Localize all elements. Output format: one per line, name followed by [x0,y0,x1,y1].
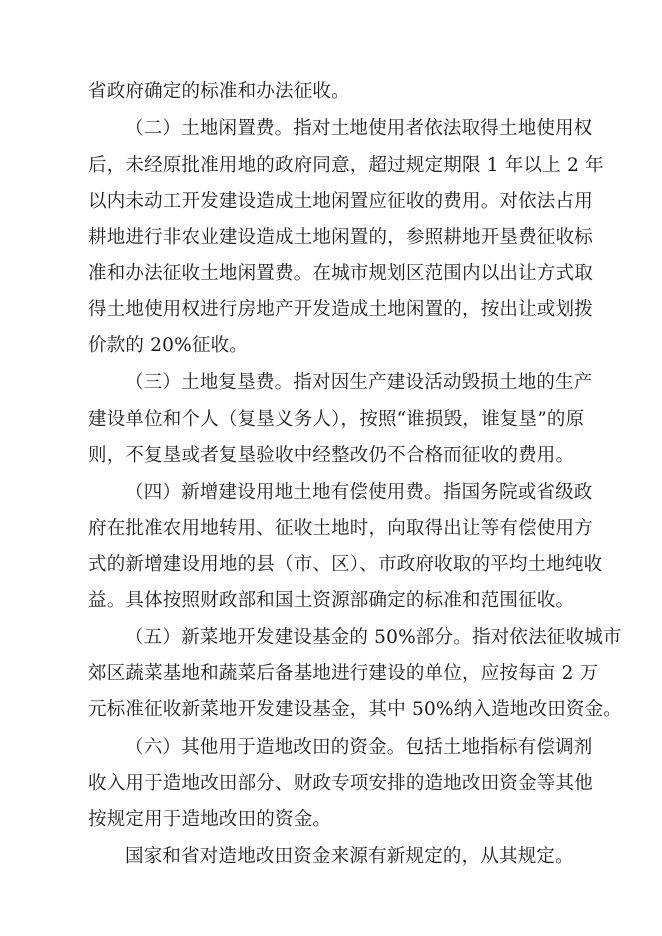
closing-statement-line: 国家和省对造地改田资金来源有新规定的，从其规定。 [125,846,574,867]
text-line: 省政府确定的标准和办法征收。 [88,81,350,102]
section-heading-line: （六）其他用于造地改田的资金。包括土地指标有偿调剂 [125,737,593,758]
text-line: 郊区蔬菜基地和蔬菜后备基地进行建设的单位，应按每亩 2 万 [88,663,599,684]
text-line: 按规定用于造地改田的资金。 [88,809,332,830]
section-heading-line: （五）新菜地开发建设基金的 50%部分。指对依法征收城市 [125,627,622,648]
text-line: 得土地使用权进行房地产开发造成土地闲置的，按出让或划拨 [88,299,593,320]
text-line: 价款的 20%征收。 [88,335,249,356]
text-line: 后，未经原批准用地的政府同意，超过规定期限 1 年以上 2 年 [88,155,604,176]
text-line: 府在批准农用地转用、征收土地时，向取得出让等有偿使用方 [88,518,593,539]
text-line: 建设单位和个人（复垦义务人），按照“谁损毁，谁复垦”的原 [88,409,585,430]
section-heading-line: （三）土地复垦费。指对因生产建设活动毁损土地的生产 [125,372,593,393]
text-line: 益。具体按照财政部和国土资源部确定的标准和范围征收。 [88,590,575,611]
section-heading-line: （二）土地闲置费。指对土地使用者依法取得土地使用权 [125,118,593,139]
text-line: 准和办法征收土地闲置费。在城市规划区范围内以出让方式取 [88,263,593,284]
text-line: 耕地进行非农业建设造成土地闲置的，参照耕地开垦费征收标 [88,227,593,248]
text-line: 收入用于造地改田部分、财政专项安排的造地改田资金等其他 [88,773,593,794]
text-line: 式的新增建设用地的县（市、区）、市政府收取的平均土地纯收 [88,554,603,575]
text-line: 以内未动工开发建设造成土地闲置应征收的费用。对依法占用 [88,191,593,212]
section-heading-line: （四）新增建设用地土地有偿使用费。指国务院或省级政 [125,482,593,503]
text-line: 则，不复垦或者复垦验收中经整改仍不合格而征收的费用。 [88,445,575,466]
text-line: 元标准征收新菜地开发建设基金，其中 50%纳入造地改田资金。 [88,699,623,720]
